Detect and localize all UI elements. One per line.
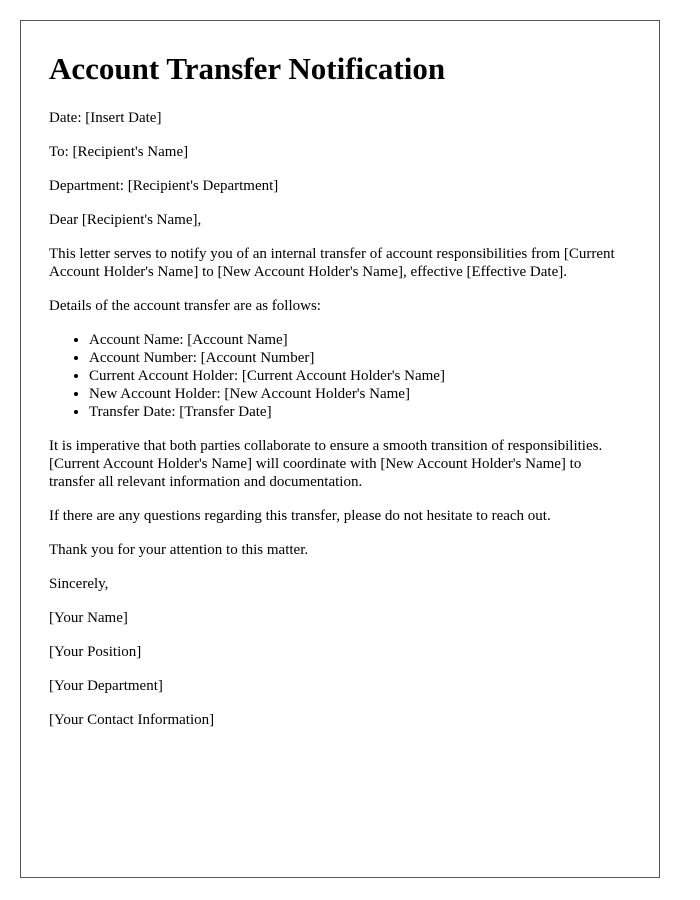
- department-line: Department: [Recipient's Department]: [49, 178, 279, 194]
- questions-paragraph: If there are any questions regarding this transfer, please do not hesitate to reach out.: [49, 508, 551, 524]
- details-item-account-name: • Account Name: [Account Name]: [89, 331, 629, 349]
- details-item-new-holder: • New Account Holder: [New Account Holder's Name]: [89, 385, 629, 403]
- details-item-account-number: • Account Number: [Account Number]: [89, 349, 629, 367]
- signature-department: [Your Department]: [49, 678, 163, 694]
- recipient-line: To: [Recipient's Name]: [49, 144, 189, 160]
- signature-name: [Your Name]: [49, 610, 128, 626]
- details-item-transfer-date: • Transfer Date: [Transfer Date]: [89, 403, 629, 421]
- date-line: Date: [Insert Date]: [49, 110, 162, 126]
- intro-paragraph: This letter serves to notify you of an internal transfer of account responsibilities from [Current Account Holder's Name] to [New Account Holder's Name], effective [Effective Date].: [49, 246, 615, 280]
- signature-position: [Your Position]: [49, 644, 142, 660]
- thanks-paragraph: Thank you for your attention to this matter.: [49, 542, 309, 558]
- letter-title: Account Transfer Notification: [49, 51, 446, 86]
- letter-page: [20, 20, 660, 878]
- salutation: Dear [Recipient's Name],: [49, 212, 202, 228]
- details-item-current-holder: • Current Account Holder: [Current Account Holder's Name]: [89, 367, 629, 385]
- details-intro: Details of the account transfer are as follows:: [49, 298, 321, 314]
- collaboration-paragraph: It is imperative that both parties collaborate to ensure a smooth transition of responsibilities. [Current Account Holder's Name] will coordinate with [New Account Holder's Name] to transfer all relevant information and documentation.: [49, 438, 603, 490]
- details-list: [49, 331, 629, 421]
- letter-content: [49, 51, 629, 745]
- closing: Sincerely,: [49, 576, 109, 592]
- signature-contact: [Your Contact Information]: [49, 712, 215, 728]
